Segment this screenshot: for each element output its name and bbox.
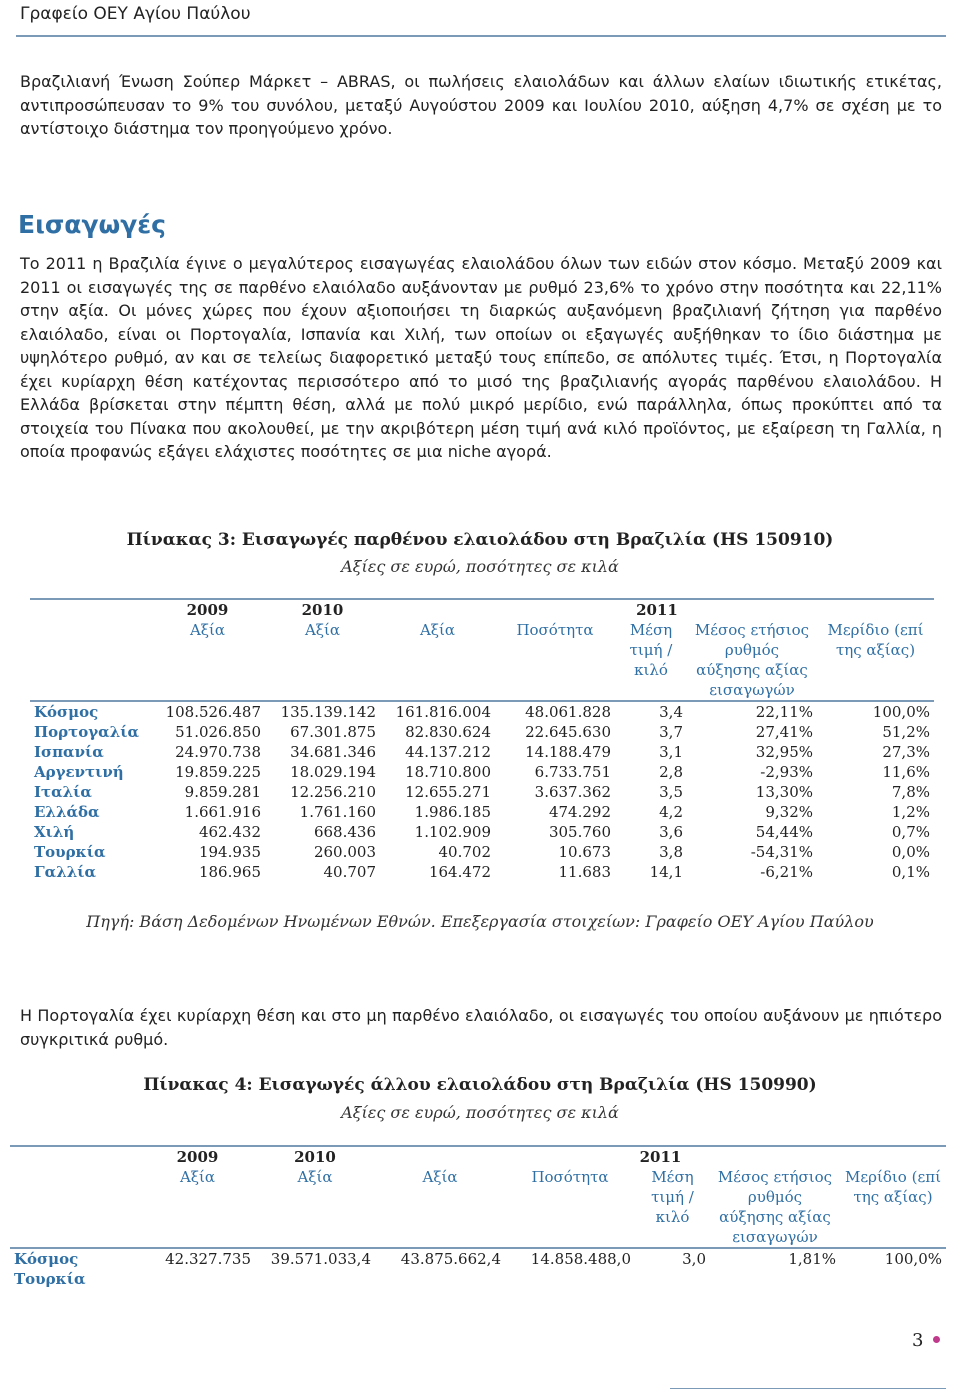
- row-value: 43.875.662,4: [400, 1250, 501, 1268]
- row-value: 135.139.142: [280, 703, 376, 721]
- row-value: 54,44%: [755, 823, 813, 841]
- row-value: 3,8: [659, 843, 683, 861]
- table3-label-quantity: Ποσότητα: [516, 621, 594, 639]
- row-value: 10.673: [558, 843, 611, 861]
- row-country: Γαλλία: [34, 863, 97, 881]
- row-value: 51.026.850: [175, 723, 261, 741]
- row-value: 42.327.735: [165, 1250, 251, 1268]
- row-country: Ελλάδα: [34, 803, 100, 821]
- row-value: 0,7%: [891, 823, 930, 841]
- row-value: 164.472: [428, 863, 491, 881]
- row-value: 9.859.281: [184, 783, 261, 801]
- table3-year-2011: 2011: [380, 599, 934, 620]
- row-value: 14.188.479: [525, 743, 611, 761]
- row-value: 18.710.800: [405, 763, 491, 781]
- table3-year-row: [30, 599, 934, 620]
- row-country: Ισπανία: [34, 743, 104, 761]
- middle-paragraph: Η Πορτογαλία έχει κυρίαρχη θέση και στο μη παρθένο ελαιόλαδο, οι εισαγωγές του οποίου αυξάνουν με ηπιότερο συγκριτικά ρυθμό.: [20, 1006, 942, 1049]
- row-country: Ιταλία: [34, 783, 92, 801]
- table4-year-2009: 2009: [140, 1146, 255, 1167]
- table-row: [30, 782, 934, 802]
- row-value: 186.965: [198, 863, 261, 881]
- row-value: -54,31%: [750, 843, 813, 861]
- table3-label-avg-price: Μέση τιμή / κιλό: [629, 621, 673, 679]
- table4-label-quantity: Ποσότητα: [531, 1168, 609, 1186]
- table3-label-row: [30, 620, 934, 701]
- row-value: 4,2: [659, 803, 683, 821]
- row-value: 32,95%: [755, 743, 813, 761]
- row-value: 100,0%: [872, 703, 930, 721]
- table4-label-growth: Μέσος ετήσιος ρυθμός αύξησης αξίας εισαγωγών: [717, 1168, 833, 1246]
- row-value: 3,5: [659, 783, 683, 801]
- page-dot-icon: [933, 1336, 940, 1343]
- row-country: Τουρκία: [14, 1270, 86, 1288]
- table-row: [10, 1248, 946, 1269]
- row-value: 3,0: [682, 1250, 706, 1268]
- row-value: 11.683: [558, 863, 611, 881]
- table3-year-2010: 2010: [265, 599, 380, 620]
- table-row: [30, 802, 934, 822]
- row-value: 14,1: [649, 863, 683, 881]
- page-number: 3: [912, 1330, 924, 1351]
- row-value: [710, 1269, 840, 1289]
- table-row: [30, 701, 934, 722]
- row-value: 22.645.630: [525, 723, 611, 741]
- table4-title: Πίνακας 4: Εισαγωγές άλλου ελαιολάδου στη Βραζιλία (HS 150990): [143, 1075, 817, 1095]
- row-value: 474.292: [548, 803, 611, 821]
- row-value: 12.256.210: [290, 783, 376, 801]
- row-value: 19.859.225: [175, 763, 261, 781]
- row-value: 11,6%: [882, 763, 930, 781]
- row-value: 14.858.488,0: [530, 1250, 631, 1268]
- row-value: [840, 1269, 946, 1289]
- row-value: 34.681.346: [290, 743, 376, 761]
- header-rule: [16, 35, 946, 37]
- table3-body: [30, 701, 934, 882]
- table4-year-row: [10, 1146, 946, 1167]
- row-value: 18.029.194: [290, 763, 376, 781]
- row-value: [635, 1269, 710, 1289]
- table4-body: [10, 1248, 946, 1289]
- row-value: 24.970.738: [175, 743, 261, 761]
- table3-subtitle: Αξίες σε ευρώ, ποσότητες σε κιλά: [341, 557, 619, 576]
- table-row: [30, 822, 934, 842]
- table3-label-value-2011: Αξία: [419, 621, 456, 639]
- row-value: 462.432: [198, 823, 261, 841]
- table3-title: Πίνακας 3: Εισαγωγές παρθένου ελαιολάδου στη Βραζιλία (HS 150910): [126, 530, 834, 550]
- table-row: [30, 722, 934, 742]
- table4-label-value-2010: Αξία: [297, 1168, 333, 1186]
- row-value: 260.003: [313, 843, 376, 861]
- table4-label-value-2009: Αξία: [179, 1168, 216, 1186]
- row-country: Χιλή: [34, 823, 75, 841]
- table-row: [30, 762, 934, 782]
- row-value: 27,41%: [755, 723, 813, 741]
- table4-year-2010: 2010: [255, 1146, 375, 1167]
- table4-label-row: [10, 1167, 946, 1248]
- row-value: 48.061.828: [525, 703, 611, 721]
- table4-label-avg-price: Μέση τιμή / κιλό: [651, 1168, 694, 1226]
- row-country: Κόσμος: [14, 1250, 79, 1268]
- table-row: [30, 862, 934, 882]
- row-value: 27,3%: [882, 743, 930, 761]
- row-value: 82.830.624: [405, 723, 491, 741]
- table4-label-share: Μερίδιο (επί της αξίας): [845, 1168, 941, 1206]
- row-value: [140, 1269, 255, 1289]
- table4-year-2011: 2011: [375, 1146, 946, 1167]
- row-value: 13,30%: [755, 783, 813, 801]
- row-value: 1,81%: [788, 1250, 836, 1268]
- row-value: 39.571.033,4: [270, 1250, 371, 1268]
- table3-label-value-2010: Αξία: [304, 621, 341, 639]
- row-country: Αργεντινή: [34, 763, 124, 781]
- row-value: 194.935: [198, 843, 261, 861]
- page-header: [0, 0, 960, 38]
- row-value: 40.707: [323, 863, 376, 881]
- row-value: 100,0%: [884, 1250, 942, 1268]
- row-value: 7,8%: [891, 783, 930, 801]
- row-value: [375, 1269, 505, 1289]
- table4-label-value-2011: Αξία: [422, 1168, 458, 1186]
- row-value: 3,1: [659, 743, 683, 761]
- row-value: 3,7: [659, 723, 683, 741]
- table4: [10, 1145, 946, 1289]
- row-value: -2,93%: [760, 763, 813, 781]
- row-value: 1.761.160: [299, 803, 376, 821]
- row-value: 1.986.185: [414, 803, 491, 821]
- row-value: 668.436: [313, 823, 376, 841]
- row-value: 51,2%: [882, 723, 930, 741]
- row-value: -6,21%: [760, 863, 813, 881]
- table3-label-share: Μερίδιο (επί της αξίας): [827, 621, 924, 659]
- row-value: 3,6: [659, 823, 683, 841]
- section-heading: Εισαγωγές: [18, 210, 166, 239]
- row-value: 1,2%: [891, 803, 930, 821]
- table4-subtitle: Αξίες σε ευρώ, ποσότητες σε κιλά: [341, 1103, 619, 1122]
- row-value: [255, 1269, 375, 1289]
- row-value: 44.137.212: [405, 743, 491, 761]
- row-value: 305.760: [548, 823, 611, 841]
- table3: [30, 598, 934, 882]
- row-value: 1.102.909: [414, 823, 491, 841]
- table3-year-2009: 2009: [150, 599, 265, 620]
- row-country: Τουρκία: [34, 843, 106, 861]
- row-value: 1.661.916: [184, 803, 261, 821]
- intro-paragraph: Βραζιλιανή Ένωση Σούπερ Μάρκετ – ABRAS, οι πωλήσεις ελαιολάδων και άλλων ελαίων ιδιωτικής ετικέτας, αντιπροσώπευσαν το 9% του συνόλου, μεταξύ Αυγούστου 2009 και Ιουλίου 2010, αύξηση 4,7% σε σχέση με το αντίστοιχο διάστημα τον προηγούμενο χρόνο.: [20, 72, 943, 138]
- table-row: [10, 1269, 946, 1289]
- table3-label-growth: Μέσος ετήσιος ρυθμός αύξησης αξίας εισαγωγών: [694, 621, 810, 699]
- row-value: 0,0%: [891, 843, 930, 861]
- row-value: [505, 1269, 635, 1289]
- table3-label-value-2009: Αξία: [189, 621, 226, 639]
- row-value: 0,1%: [891, 863, 930, 881]
- section-paragraph: Το 2011 η Βραζιλία έγινε ο μεγαλύτερος εισαγωγέας ελαιολάδου όλων των ειδών στον κόσμο. Μεταξύ 2009 και 2011 οι εισαγωγές της σε παρθένο ελαιόλαδο αυξάνονταν με ρυθμό 23,6% το χρόνο στην ποσότητα και 22,11% στην αξία. Οι μόνες χώρες που έχουν αξιοποιήσει τη διαρκώς αυξανόμενη βραζιλιανή ζήτηση για παρθένο ελαιόλαδο, είναι οι Πορτογαλία, Ισπανία και Χιλή, των οποίων οι εξαγωγές αυξήθηκαν το ίδιο διάστημα με υψηλότερο ρυθμό, αν και σε τελείως διαφορετικό μεταξύ τους επίπεδο, σε απόλυτες τιμές. Έτσι, η Πορτογαλία έχει κυρίαρχη θέση κατέχοντας περισσότερο από το μισό της βραζιλιανής αγοράς παρθένου ελαιολάδου. Η Ελλάδα βρίσκεται στην πέμπτη θέση, αλλά με πολύ μικρό μερίδιο, ενώ παράλληλα, όπως προκύπτει από τα στοιχεία του Πίνακα που ακολουθεί, με την ακριβότερη μέση τιμή ανά κιλό προϊόντος, με εξαίρεση τη Γαλλία, η οποία προφανώς εξάγει ελάχιστες ποσότητες σε μια niche αγορά.: [20, 254, 942, 461]
- row-value: 3,4: [659, 703, 683, 721]
- table3-source: Πηγή: Βάση Δεδομένων Ηνωμένων Εθνών. Επεξεργασία στοιχείων: Γραφείο ΟΕΥ Αγίου Παύλου: [86, 912, 874, 931]
- footer-rule: [670, 1388, 946, 1389]
- row-value: 161.816.004: [395, 703, 491, 721]
- row-country: Πορτογαλία: [34, 723, 140, 741]
- row-value: 22,11%: [755, 703, 813, 721]
- row-value: 67.301.875: [290, 723, 376, 741]
- row-value: 40.702: [438, 843, 491, 861]
- row-value: 2,8: [659, 763, 683, 781]
- header-title: Γραφείο ΟΕΥ Αγίου Παύλου: [20, 4, 251, 24]
- row-value: 9,32%: [765, 803, 813, 821]
- row-country: Κόσμος: [34, 703, 99, 721]
- table-row: [30, 842, 934, 862]
- row-value: 3.637.362: [534, 783, 611, 801]
- row-value: 12.655.271: [405, 783, 491, 801]
- row-value: 108.526.487: [165, 703, 261, 721]
- table-row: [30, 742, 934, 762]
- row-value: 6.733.751: [534, 763, 611, 781]
